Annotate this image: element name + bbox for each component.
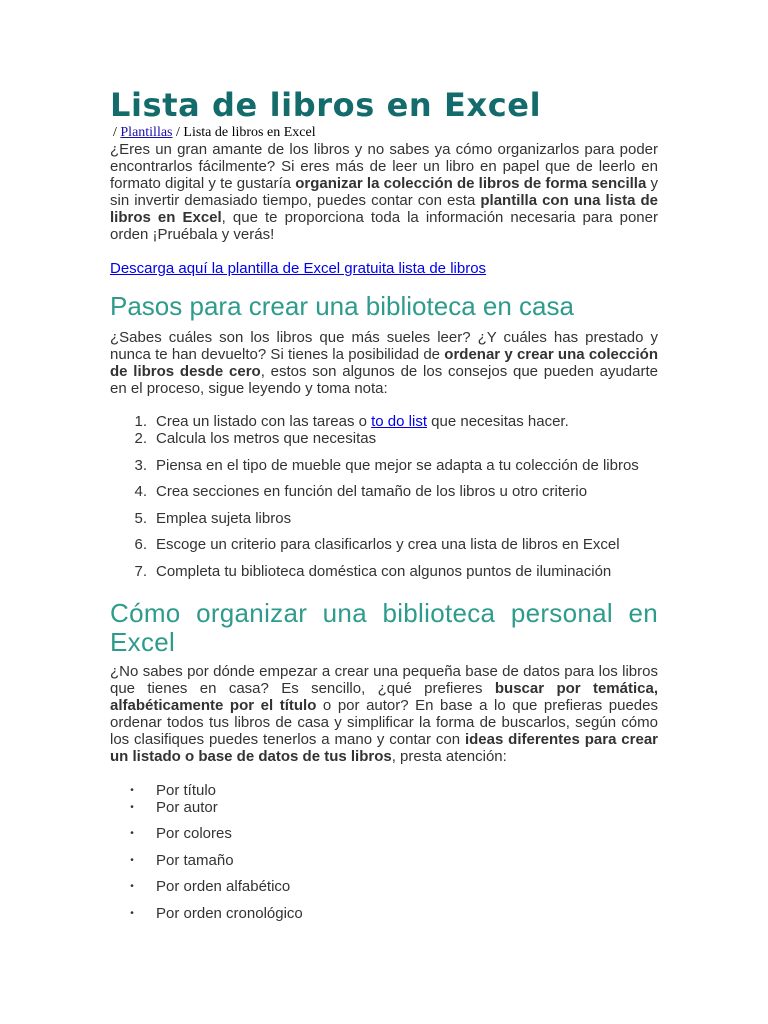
list-number: 6. xyxy=(134,536,147,553)
article xyxy=(110,86,658,922)
list-item: • Por orden alfabético xyxy=(110,878,658,895)
breadcrumb-separator: / xyxy=(176,125,180,140)
intro-bold: plantilla con una lista de libros en Excel xyxy=(110,192,658,226)
list-item: 3. Piensa en el tipo de mueble que mejor se adapta a tu colección de libros xyxy=(110,457,658,474)
list-item: 1. Crea un listado con las tareas o to do list que necesitas hacer. xyxy=(110,413,658,430)
list-item: 5. Emplea sujeta libros xyxy=(110,510,658,527)
list-item: • Por colores xyxy=(110,825,658,842)
organize-list xyxy=(110,782,658,922)
list-item: • Por orden cronológico xyxy=(110,905,658,922)
organize-paragraph: ¿No sabes por dónde empezar a crear una pequeña base de datos para los libros que tienes en casa? Es sencillo, ¿qué prefieres buscar por temática, alfabéticamente por el título o por autor? En base a lo que prefieras puedes ordenar todos tus libros de casa y simplificar la forma de buscarlos, según cómo los clasifiques puedes tenerlos a mano y contar con ideas diferentes para crear un listado o base de datos de tus libros, presta atención: xyxy=(110,662,659,765)
to-do-list-link[interactable]: to do list xyxy=(371,413,427,430)
list-number: 2. xyxy=(134,430,147,447)
list-number: 3. xyxy=(134,456,147,474)
list-number: 5. xyxy=(134,509,147,527)
intro-bold: organizar la colección de libros de forma sencilla xyxy=(295,175,647,192)
list-item: 6. Escoge un criterio para clasificarlos y crea una lista de libros en Excel xyxy=(110,536,658,553)
list-number: 1. xyxy=(134,413,147,430)
list-item: • Por autor xyxy=(110,799,658,816)
list-item: 7. Completa tu biblioteca doméstica con algunos puntos de iluminación xyxy=(110,563,658,580)
bullet: • xyxy=(130,854,134,866)
list-item: 2. Calcula los metros que necesitas xyxy=(110,430,658,447)
list-number: 4. xyxy=(134,483,147,500)
breadcrumb xyxy=(113,124,658,141)
section-heading-steps: Pasos para crear una biblioteca en casa xyxy=(110,291,574,321)
intro-paragraph: ¿Eres un gran amante de los libros y no sabes ya cómo organizarlos para poder encontrarlos fácilmente? Si eres más de leer un libro en papel que de leerlo en formato digital y te gustaría organizar la colección de libros de forma sencilla y sin invertir demasiado tiempo, puedes contar con esta plantilla con una lista de libros en Excel, que te proporciona toda la información necesaria para poner orden ¡Pruébala y verás! xyxy=(110,141,659,243)
steps-list xyxy=(110,413,658,580)
list-item: • Por tamaño xyxy=(110,852,658,869)
list-item: 4. Crea secciones en función del tamaño de los libros u otro criterio xyxy=(110,483,658,500)
bullet: • xyxy=(130,784,134,796)
bullet: • xyxy=(130,907,134,919)
list-number: 7. xyxy=(134,562,147,580)
breadcrumb-separator: / xyxy=(113,125,117,140)
bullet: • xyxy=(130,801,134,813)
list-item: • Por título xyxy=(110,782,658,799)
bullet: • xyxy=(130,881,134,892)
breadcrumb-current: Lista de libros en Excel xyxy=(183,125,316,140)
bullet: • xyxy=(130,828,134,839)
download-template-link[interactable]: Descarga aquí la plantilla de Excel gratuita lista de libros xyxy=(110,260,487,277)
organize-bold: ideas diferentes para crear un listado o base de datos de tus libros xyxy=(110,730,659,765)
section-heading-organize: Cómo organizar una biblioteca personal en Excel xyxy=(110,597,658,657)
organize-bold: buscar por temática, alfabéticamente por el título xyxy=(110,679,658,714)
steps-paragraph: ¿Sabes cuáles son los libros que más sueles leer? ¿Y cuáles has prestado y nunca te han devuelto? Si tienes la posibilidad de ordenar y crear una colección de libros desde cero, estos son algunos de los consejos que pueden ayudarte en el proceso, sigue leyendo y toma nota: xyxy=(110,329,659,397)
steps-bold: ordenar y crear una colección de libros desde cero xyxy=(110,346,659,380)
page-title: Lista de libros en Excel xyxy=(110,86,542,124)
breadcrumb-link-plantillas[interactable]: Plantillas xyxy=(120,125,173,140)
